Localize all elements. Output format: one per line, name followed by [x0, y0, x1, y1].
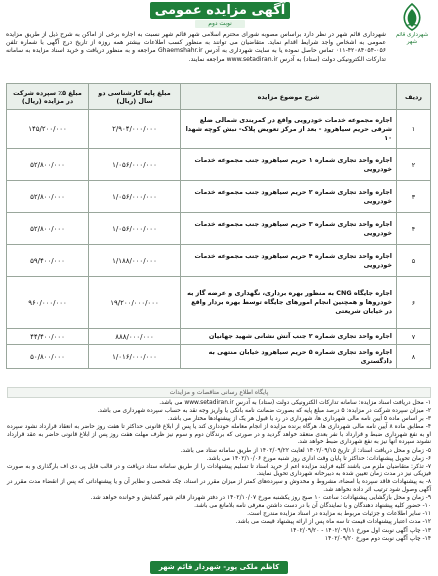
watermark-band: پایگاه اطلاع رسانی مناقصات و مزایدات	[7, 387, 431, 398]
row-description: اجاره واحد تجاری شماره ۲ حریم سیاهرود جنب مجموعه خدمات خودرویی	[181, 181, 397, 213]
header-deposit: مبلغ ۵٪ سپرده شرکت در مزایده (ریال)	[7, 84, 89, 110]
header-row-number: ردیف	[397, 84, 431, 110]
row-number: ۱	[397, 110, 431, 149]
list-item: ۱- محل دریافت اسناد مزایده: سامانه تدارکات الکترونیکی دولت (ستاد) به آدرس www.setadiran.ir می باشد.	[159, 400, 431, 406]
row-description: اجاره واحد تجاری شماره ۵ حریم سیاهرود خیابان منتهی به دادگستری	[181, 345, 397, 369]
row-number: ۳	[397, 181, 431, 213]
row-description: اجاره واحد تجاری شماره ۴ حریم سیاهرود جنب مجموعه خدمات خودرویی	[181, 245, 397, 277]
row-deposit: ۵۲/۸۰۰/۰۰۰	[7, 149, 89, 181]
row-deposit: ۵۰/۸۰۰/۰۰۰	[7, 345, 89, 369]
list-item: ۱۴- چاپ آگهی نوبت دوم مورخ ۱۴۰۲/۰۹/۲۰	[324, 535, 431, 542]
row-number: ۴	[397, 213, 431, 245]
table-row	[7, 345, 431, 369]
row-description: اجاره واحد تجاری شماره ۳ حریم سیاهرود جنب مجموعه خدمات خودرویی	[181, 213, 397, 245]
list-item: ۸- به پیشنهادات فاقد سپرده یا امضاء، مشروط و مخدوش و سپرده‌های کمتر از میزان مقرر در اسناد، چک شخصی و نظایر آن و یا پیشنهاداتی که پس از انقضاء مدت مقرر در آگهی وصول شود ترتیب اثر داده نخواهد شد.	[7, 479, 431, 494]
table-row	[7, 277, 431, 329]
list-item: ۱۰- حضور کلیه پیشنهاد دهندگان و یا نمایندگان آن با در دست داشتن معرفی نامه بلامانع می باشد.	[194, 503, 431, 510]
row-description: اجاره واحد تجاری شماره ۱ حریم سیاهرود جنب مجموعه خدمات خودرویی	[181, 149, 397, 181]
table-header-row	[7, 84, 431, 110]
notice-round-badge: نوبت دوم	[195, 20, 245, 28]
row-deposit: ۵۲/۸۰۰/۰۰۰	[7, 213, 89, 245]
title-block	[150, 2, 290, 28]
row-number: ۲	[397, 149, 431, 181]
list-item: ۱۱- سایر اطلاعات و جزئیات مربوط به مزایده در اسناد مزایده مندرج است.	[247, 511, 431, 518]
table-row	[7, 149, 431, 181]
page-title: آگهی مزایده عمومی	[150, 2, 290, 19]
row-deposit: ۴۴/۴۰۰/۰۰۰	[7, 329, 89, 345]
auction-table	[7, 83, 431, 369]
row-base-price: ۱۹/۲۰۰/۰۰۰/۰۰۰	[89, 277, 181, 329]
row-base-price: ۸۸۸/۰۰۰/۰۰۰	[89, 329, 181, 345]
row-number: ۶	[397, 277, 431, 329]
row-description: اجاره مجموعه خدمات خودرویی واقع در کمربندی شمالی ضلع شرقی حریم سیاهرود - بعد از مرکز تعویض پلاک- نبش کوچه شهدا ۱۰	[181, 110, 397, 149]
row-deposit: ۵۹/۴۰۰/۰۰۰	[7, 245, 89, 277]
list-item: ۷- تذکر: متقاضیان ملزم می باشند کلیه فرایند مزایده اعم از خرید اسناد تا تسلیم پیشنهادات را از طریق سامانه ستاد دریافت و در قالب فایل پی دی اف بارگذاری و به صورت فیزیکی نیز در مدت زمان تعیین شده به دبیرخانه شهرداری تحویل نمایند.	[7, 463, 431, 478]
list-item: ۱۲- مدت اعتبار پیشنهادات قیمت تا سه ماه پس از ارائه پیشنهاد قیمت می باشد.	[235, 519, 431, 526]
emblem-icon	[397, 2, 427, 32]
row-number: ۷	[397, 329, 431, 345]
list-item: ۲- میزان سپرده شرکت در مزایده: ۵ درصد مبلغ پایه که بصورت ضمانت نامه بانکی یا واریز وجه نقد به حساب سپرده شهرداری می باشد.	[97, 408, 431, 415]
row-base-price: ۲/۹۰۴/۰۰۰/۰۰۰	[89, 110, 181, 149]
list-item: ۱۳- چاپ آگهی نوبت اول مورخ ۱۴۰۲/۰۹/۱۱ - ۱۴۰۲/۰۹/۲۰	[290, 527, 431, 534]
row-deposit: ۵۲/۸۰۰/۰۰۰	[7, 181, 89, 213]
row-base-price: ۱/۰۵۶/۰۰۰/۰۰۰	[89, 213, 181, 245]
list-item: ۳- بر اساس ماده ۵ آیین نامه مالی شهرداری ها، شهرداری در رد یا قبول هر یک از پیشنهادها مختار می باشد.	[167, 416, 431, 423]
row-base-price: ۱/۱۸۸/۰۰۰/۰۰۰	[89, 245, 181, 277]
list-item: ۴- مطابق ماده ۸ آیین نامه مالی شهرداری ها، هرگاه برنده مزایده از انجام معامله خودداری کند یا پس از ابلاغ قانونی حداکثر تا هفت روز حاضر به انعقاد قرارداد نشود سپرده او به نفع شهرداری ضبط و قرارداد با نفر بعدی منعقد خواهد گردید و در صورتی که برندگان دوم و سوم نیز ظرف مهلت هفت روز پس از ابلاغ قانونی حاضر به عقد قرارداد نشوند سپرده آنها نیز به نفع شهرداری ضبط خواهد شد.	[7, 424, 431, 446]
table-row	[7, 181, 431, 213]
table-row	[7, 329, 431, 345]
row-description: اجاره جایگاه CNG به منظور بهره برداری، نگهداری و عرضه گاز به خودروها و همچنین انجام امورهای جایگاه توسط بهره بردار واقع در خیابان شریعتی	[181, 277, 397, 329]
row-number: ۵	[397, 245, 431, 277]
municipality-logo	[390, 2, 434, 45]
list-item: ۵- زمان و محل دریافت اسناد: از تاریخ ۱۴۰۲/۰۹/۱۵ لغایت ۱۴۰۲/۰۹/۲۲ از طریق سامانه ستاد می باشد.	[180, 447, 431, 454]
list-item: ۶- زمان تحویل پیشنهادات: حداکثر تا پایان وقت اداری روز شنبه مورخ ۱۴۰۲/۱۰/۰۶ می باشد.	[206, 455, 431, 462]
row-deposit: ۱۴۵/۲۰۰/۰۰۰	[7, 110, 89, 149]
row-number: ۸	[397, 345, 431, 369]
row-base-price: ۱/۰۱۶/۰۰۰/۰۰۰	[89, 345, 181, 369]
row-base-price: ۱/۰۵۶/۰۰۰/۰۰۰	[89, 149, 181, 181]
header-base-price: مبلغ پایه کارشناسی دو سال (ریال)	[89, 84, 181, 110]
table-row	[7, 213, 431, 245]
row-base-price: ۱/۰۵۶/۰۰۰/۰۰۰	[89, 181, 181, 213]
header	[0, 0, 438, 45]
row-deposit: ۹۶۰/۰۰۰/۰۰۰	[7, 277, 89, 329]
signature-footer: کاظم ملکی پور- شهردار قائم شهر	[150, 561, 288, 574]
intro-paragraph: شهرداری قائم شهر در نظر دارد براساس مصوبه شورای محترم اسلامی شهر قائم شهر نسبت به اجاره برخی از اماکن به شرح ذیل از طریق مزایده عمومی به اشخاص واجد شرایط اقدام نماید. متقاضیان می توانند به منظور کسب اطلاعات بیشتر همه روزه از تاریخ درج آگهی با شماره تلفن ۰۵۶-۴۲۰۸۴۰۵۴-۰۱۱ تماس حاصل نموده یا به سایت شهرداری به آدرس Ghaemshahr.ir مراجعه و به منظور دریافت و خرید اسناد مزایده به سامانه تدارکات الکترونیکی دولت (ستاد) به آدرس www.setadiran.ir مراجعه نمایند.	[6, 31, 386, 63]
table-row	[7, 245, 431, 277]
row-description: اجاره واحد تجاری شماره ۲ جنب آتش نشانی شهید جهانیان	[181, 329, 397, 345]
terms-list	[7, 400, 431, 544]
table-row	[7, 110, 431, 149]
logo-caption: شهرداری قائم شهر	[395, 32, 429, 45]
header-description: شرح موضوع مزایده	[181, 84, 397, 110]
list-item: ۹- زمان و محل بازگشایی پیشنهادات: ساعت ۱۰ صبح روز یکشنبه مورخ ۱۴۰۲/۱۰/۰۷ در دفتر شهردار قائم شهر گشایش و خوانده خواهد شد.	[90, 495, 431, 502]
